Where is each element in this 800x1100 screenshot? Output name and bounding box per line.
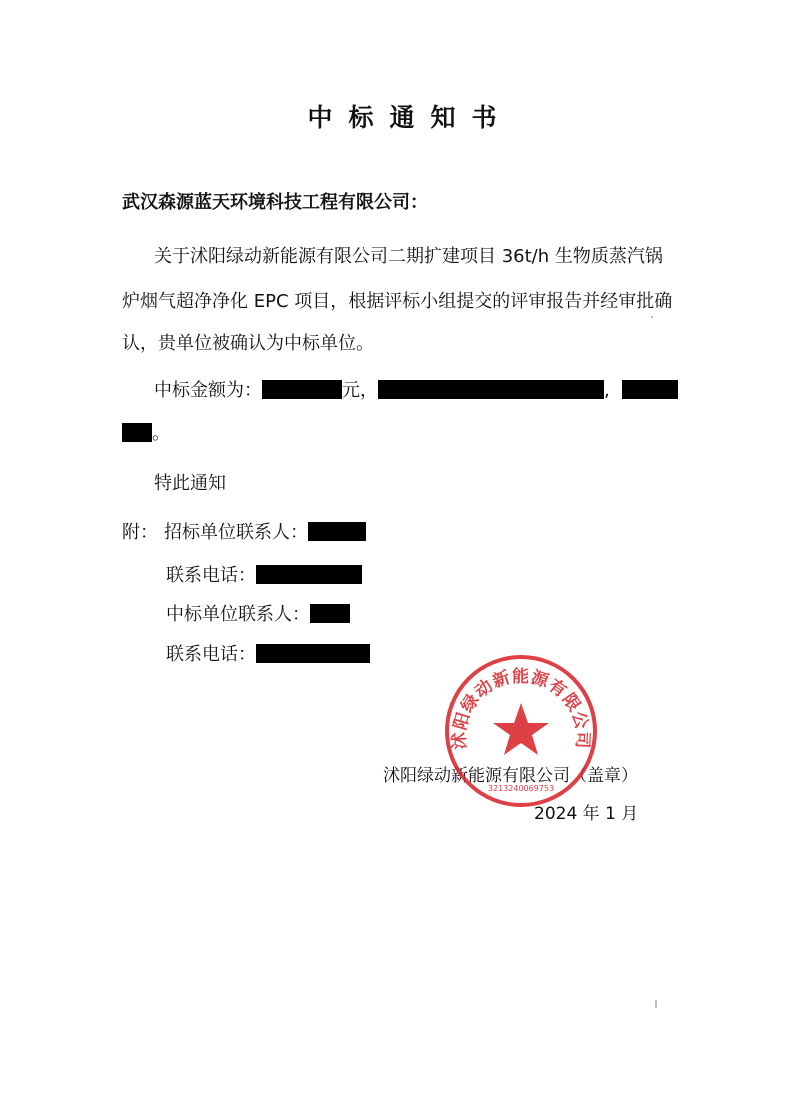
seal-text: 沭阳绿动新能源有限公司 [449,666,593,750]
amount-end: 。 [152,423,170,444]
redaction-block [378,380,604,399]
bidder-contact-label: 招标单位联系人： [164,522,308,543]
redaction-block [622,380,678,399]
amount-line [154,376,678,402]
attach-label: 附： [122,522,158,543]
scan-speck [651,316,653,318]
redaction-block [122,423,152,442]
redaction-block [256,644,370,663]
amount-unit: 元， [342,380,378,401]
attach-line-3 [166,600,350,626]
winner-contact-label: 中标单位联系人： [166,604,310,625]
redaction-block [262,380,342,399]
attach-line-2 [166,561,362,587]
seal-code: 3213240069753 [487,784,555,793]
attach-line-1 [122,518,366,544]
seal-star [493,703,549,755]
redaction-block [310,604,350,623]
document-title: 中标通知书 [307,103,513,132]
scan-speck [655,1000,657,1008]
body-line-2: 炉烟气超净净化 EPC 项目，根据评标小组提交的评审报告并经审批确 [122,291,673,312]
attach-line-4 [166,640,370,666]
amount-label: 中标金额为： [154,380,262,401]
redaction-block [308,522,366,541]
signature-date: 2024 年 1 月 [534,804,639,824]
amount-comma: , [604,380,610,401]
body-line-1: 关于沭阳绿动新能源有限公司二期扩建项目 36t/h 生物质蒸汽锅 [154,246,663,267]
phone-label-2: 联系电话： [166,644,256,665]
signature-company: 沭阳绿动新能源有限公司（盖章） [383,766,638,786]
company-seal [441,651,601,811]
notice-text: 特此通知 [154,473,226,494]
body-line-3: 认，贵单位被确认为中标单位。 [122,333,374,354]
phone-label-1: 联系电话： [166,565,256,586]
redaction-block [256,565,362,584]
amount-line-cont [122,419,170,445]
recipient-name: 武汉森源蓝天环境科技工程有限公司： [122,192,428,213]
